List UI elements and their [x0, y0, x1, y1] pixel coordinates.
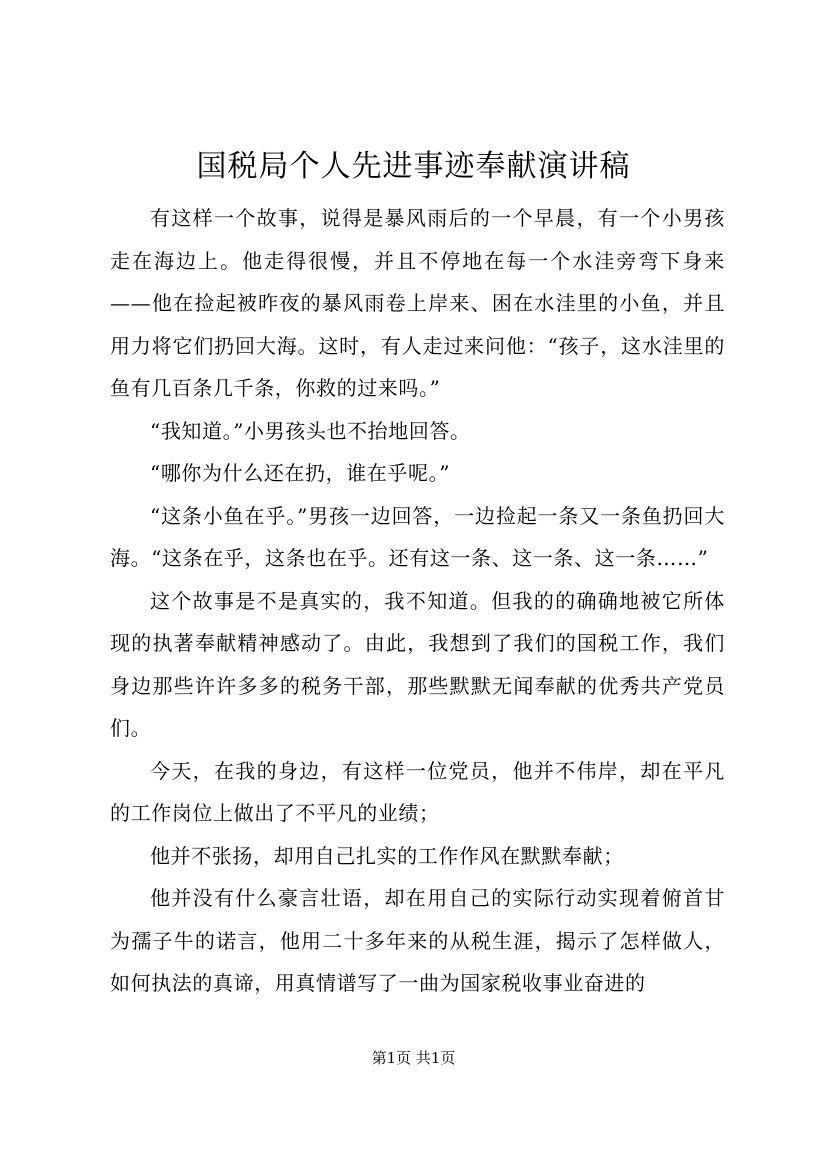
page-footer: 第1页 共1页 — [371, 1049, 456, 1067]
document-body — [110, 197, 725, 1005]
paragraph-question: “哪你为什么还在扔，谁在乎呢。” — [150, 461, 451, 485]
paragraph-today: 今天，在我的身边，有这样一位党员，他并不伟岸，却在平凡的工作岗位上做出了不平凡的业绩； — [110, 758, 725, 825]
document-title: 国税局个人先进事迹奉献演讲稿 — [196, 149, 631, 184]
paragraph-reflection: 这个故事是不是真实的，我不知道。但我的的确确地被它所体现的执著奉献精神感动了。由此，我想到了我们的国税工作，我们身边那些许许多多的税务干部，那些默默无闻奉献的优秀共产党员们。 — [110, 588, 725, 740]
paragraph-this-fish-cares: “这条小鱼在乎。”男孩一边回答，一边捡起一条又一条鱼扔回大海。“这条在乎，这条也在乎。还有这一条、这一条、这一条……” — [110, 503, 725, 570]
paragraph-boy-answer: “我知道。”小男孩头也不抬地回答。 — [150, 418, 471, 443]
paragraph-no-grand-words: 他并没有什么豪言壮语，却在用自己的实际行动实现着俯首甘为孺子牛的诺言，他用二十多年来的从税生涯，揭示了怎样做人，如何执法的真谛，用真情谱写了一曲为国家税收事业奋进的 — [110, 886, 725, 995]
paragraph-not-flamboyant: 他并不张扬，却用自己扎实的工作作风在默默奉献； — [150, 843, 624, 868]
paragraph-story-intro: 有这样一个故事，说得是暴风雨后的一个早晨，有一个小男孩走在海边上。他走得很慢，并且不停地在每一个水洼旁弯下身来——他在捡起被昨夜的暴风雨卷上岸来、困在水洼里的小鱼，并且用力将它们扔回大海。这时，有人走过来问他：“孩子，这水洼里的鱼有几百条几千条，你救的过来吗。” — [110, 206, 725, 400]
